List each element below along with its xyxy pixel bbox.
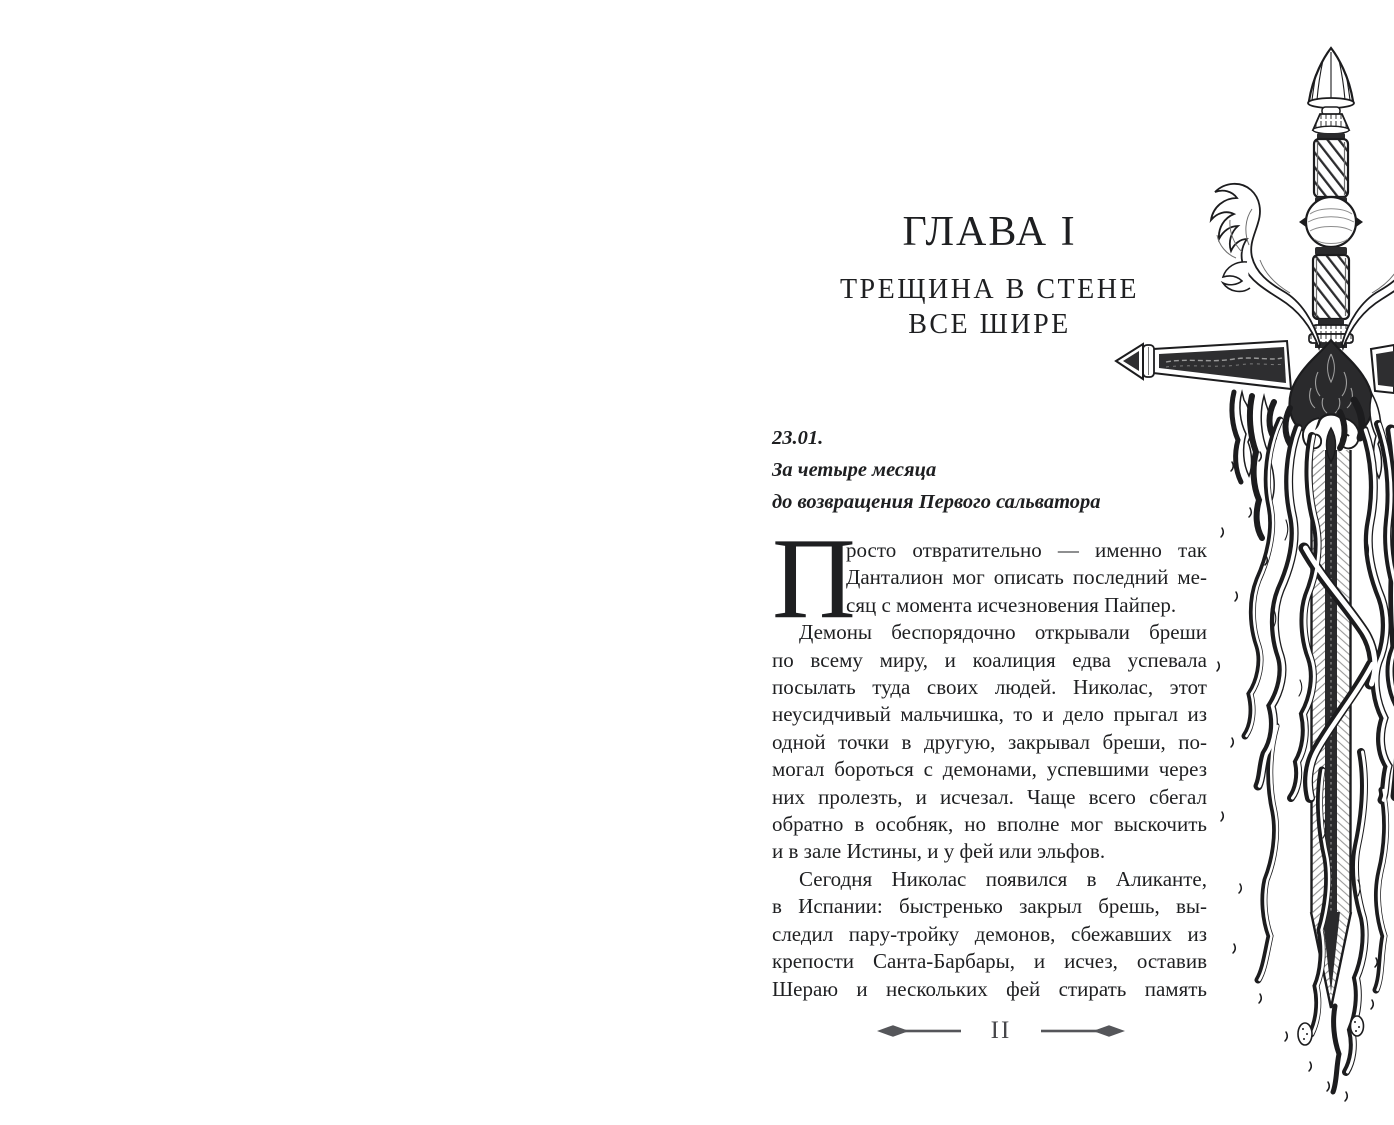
body-line: Демоны беспорядочно открывали бреши bbox=[799, 620, 1207, 645]
epigraph-line-1: За четыре месяца bbox=[772, 459, 937, 481]
body-line: росто отвратительно — именно так bbox=[846, 538, 1207, 562]
body-line: могал бороться с демонами, успевшими через bbox=[772, 757, 1207, 782]
left-flourish-icon bbox=[876, 1024, 961, 1038]
body-line: обратно в особняк, но вполне мог выскочить bbox=[772, 812, 1207, 837]
sword-guard-center bbox=[1290, 340, 1373, 462]
body-line: одной точки в другую, закрывал бреши, по- bbox=[772, 729, 1207, 754]
chapter-subtitle-line-1: ТРЕЩИНА В СТЕНЕ bbox=[839, 274, 1140, 306]
body-line: крепости Санта-Барбары, и исчез, оставив bbox=[772, 949, 1207, 974]
body-line: посылать туда своих людей. Николас, этот bbox=[772, 675, 1207, 700]
epigraph-line-2: до возвращения Первого сальватора bbox=[772, 491, 1101, 513]
body-line: Сегодня Николас появился в Аликанте, bbox=[799, 866, 1207, 891]
body-line: неусидчивый мальчишка, то и дело прыгал из bbox=[772, 702, 1207, 727]
chapter-title: ГЛАВА I bbox=[902, 209, 1077, 256]
body-line: в Испании: быстренько закрыл брешь, вы- bbox=[772, 894, 1207, 919]
body-line: и в зале Истины, и у фей или эльфов. bbox=[772, 839, 1106, 864]
sword-pommel-grip bbox=[1299, 48, 1363, 348]
body-line: следил пару-тройку демонов, сбежавших из bbox=[772, 921, 1207, 946]
body-line: по всему миру, и коалиция едва успевала bbox=[772, 647, 1207, 672]
footer bbox=[876, 1016, 1126, 1046]
epigraph-date: 23.01. bbox=[772, 427, 824, 449]
body-line: Шераю и нескольких фей стирать память bbox=[772, 976, 1207, 1001]
page-number: II bbox=[990, 1017, 1012, 1044]
body-line: них пролезть, и исчезал. Чаще всего сбегал bbox=[772, 784, 1207, 809]
drop-cap: П bbox=[772, 515, 856, 643]
body-line: Данталион мог описать последний ме- bbox=[846, 565, 1207, 590]
body-line: сяц с момента исчезновения Пайпер. bbox=[846, 592, 1177, 617]
chapter-subtitle-line-2: ВСЕ ШИРЕ bbox=[908, 309, 1071, 341]
sword-roots-illustration bbox=[1114, 0, 1394, 1125]
